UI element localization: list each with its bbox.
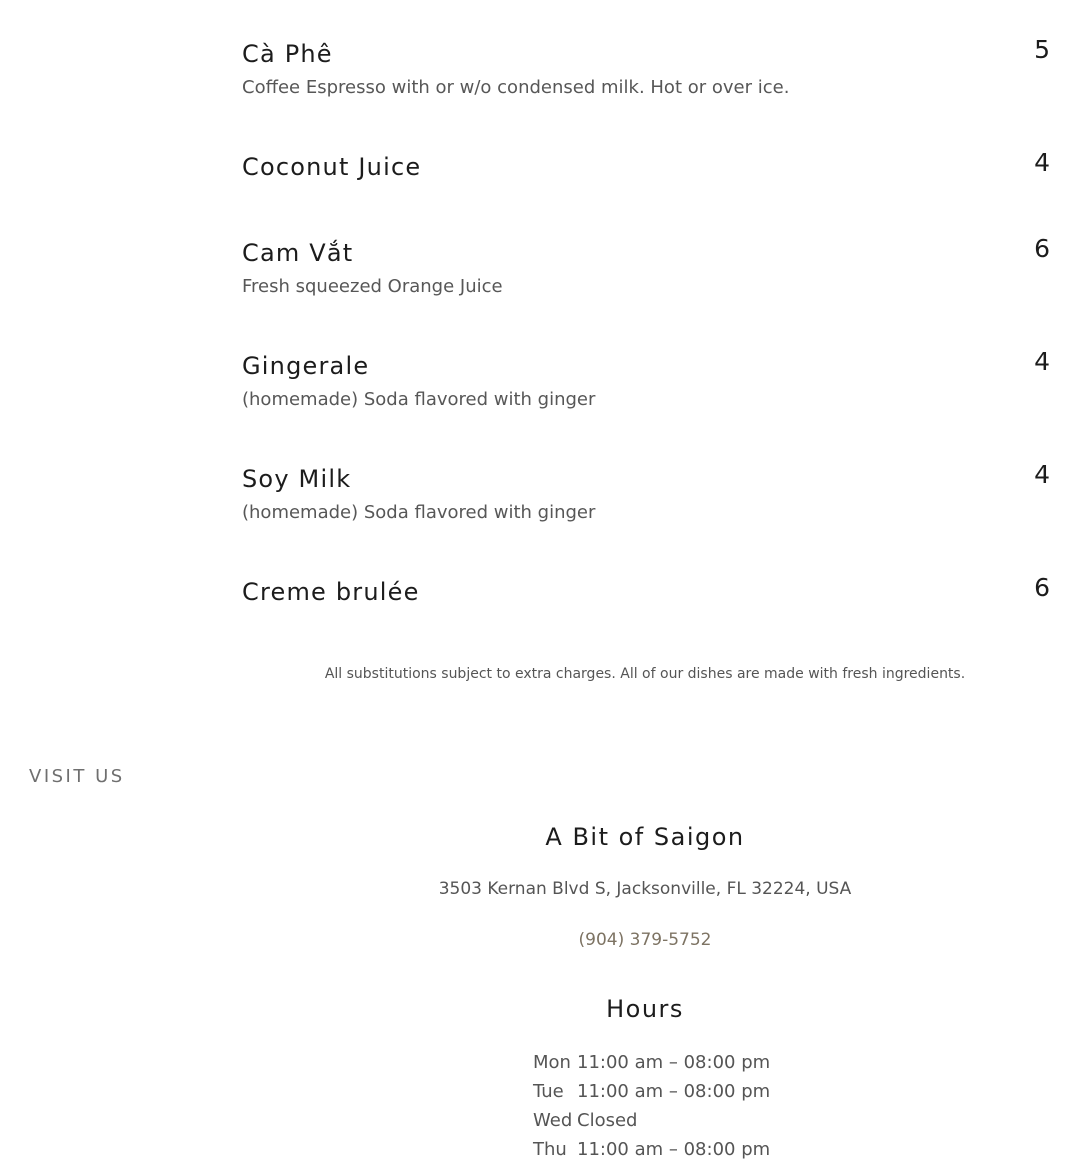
menu-item-description: (homemade) Soda flavored with ginger: [242, 389, 596, 410]
menu-item-price: 4: [1034, 148, 1050, 177]
menu-item-description: Fresh squeezed Orange Juice: [242, 276, 503, 297]
hours-day: Wed: [533, 1110, 573, 1131]
hours-time: 11:00 am – 08:00 pm: [577, 1052, 771, 1073]
hours-day: Thu: [533, 1139, 567, 1160]
menu-item-name: Cam Vắt: [242, 239, 354, 267]
hours-day: Tue: [533, 1081, 564, 1102]
menu-item-name: Soy Milk: [242, 465, 352, 493]
menu-item-price: 6: [1034, 234, 1050, 263]
menu-item-price: 4: [1034, 347, 1050, 376]
phone-link[interactable]: (904) 379-5752: [578, 930, 712, 950]
restaurant-address: 3503 Kernan Blvd S, Jacksonville, FL 32224, USA: [438, 879, 852, 899]
menu-item-name: Coconut Juice: [242, 153, 422, 181]
menu-item-price: 4: [1034, 460, 1050, 489]
hours-day: Mon: [533, 1052, 571, 1073]
menu-item-description: Coffee Espresso with or w/o condensed milk. Hot or over ice.: [242, 77, 790, 98]
hours-time: 11:00 am – 08:00 pm: [577, 1139, 771, 1160]
visit-us-heading: VISIT US: [29, 766, 125, 787]
hours-title: Hours: [606, 995, 684, 1023]
menu-disclaimer: All substitutions subject to extra charges. All of our dishes are made with fresh ingredients.: [324, 666, 966, 682]
menu-item-price: 6: [1034, 573, 1050, 602]
menu-item-price: 5: [1034, 35, 1050, 64]
menu-item-name: Cà Phê: [242, 40, 333, 68]
menu-item-description: (homemade) Soda flavored with ginger: [242, 502, 596, 523]
menu-item-name: Gingerale: [242, 352, 370, 380]
restaurant-name: A Bit of Saigon: [545, 823, 745, 851]
hours-time: Closed: [577, 1110, 638, 1131]
menu-item-name: Creme brulée: [242, 578, 420, 606]
hours-time: 11:00 am – 08:00 pm: [577, 1081, 771, 1102]
